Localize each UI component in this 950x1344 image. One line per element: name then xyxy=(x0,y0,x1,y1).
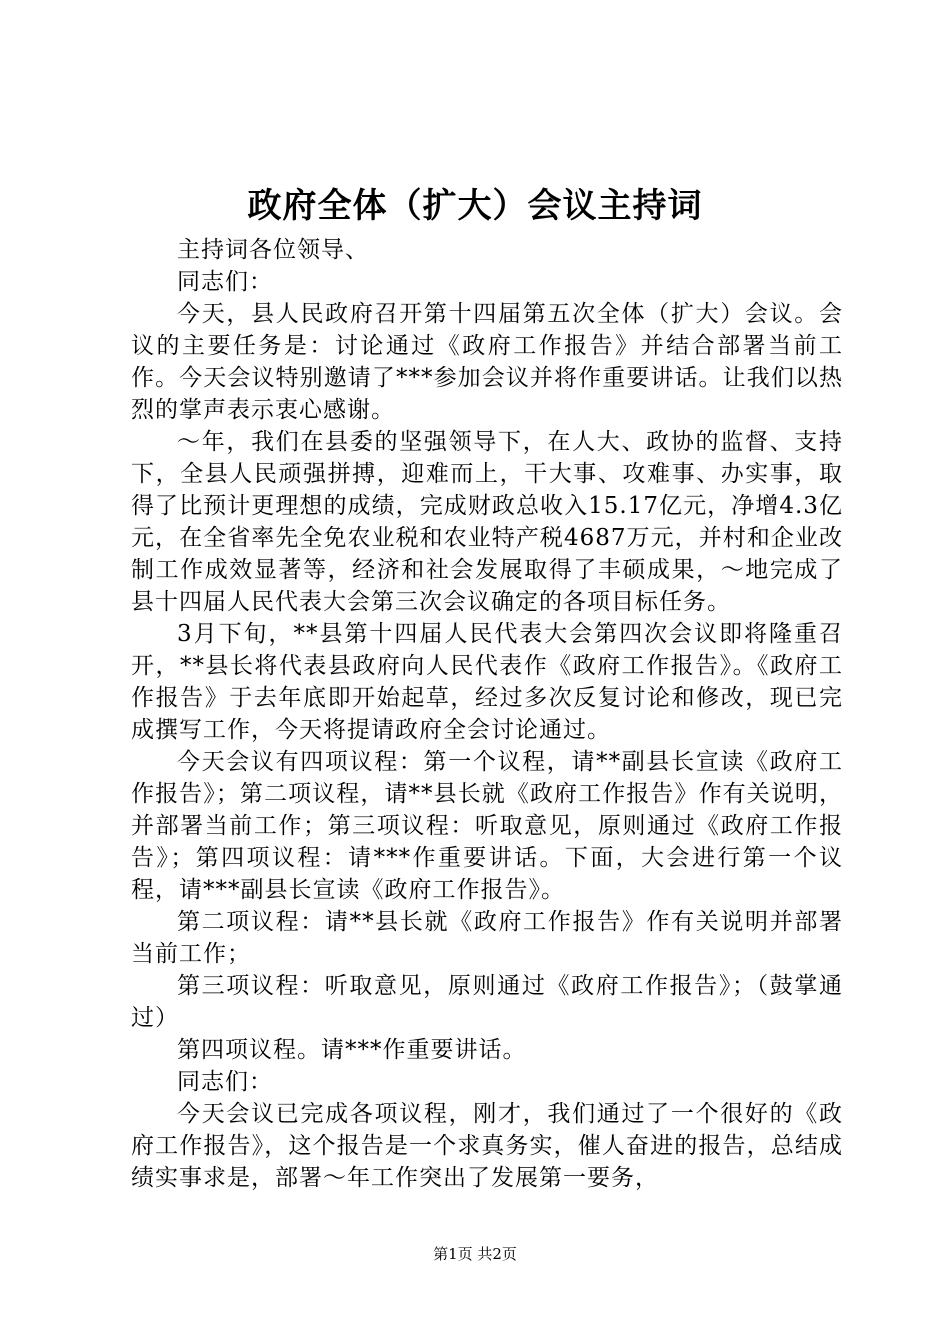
paragraph: 3月下旬，**县第十四届人民代表大会第四次会议即将隆重召开，**县长将代表县政府向人民代表作《政府工作报告》。《政府工作报告》于去年底即开始起草，经过多次反复讨论和修改，现已完成撰写工作，今天将提请政府全会讨论通过。 xyxy=(131,621,843,743)
paragraph: 第二项议程：请**县长就《政府工作报告》作有关说明并部署当前工作； xyxy=(131,909,843,967)
paragraph: 第四项议程。请***作重要讲话。 xyxy=(177,1037,527,1063)
document-body xyxy=(131,234,843,1194)
paragraph: ～年，我们在县委的坚强领导下，在人大、政协的监督、支持下，全县人民顽强拼搏，迎难而上，干大事、攻难事、办实事，取得了比预计更理想的成绩，完成财政总收入15.17亿元，净增4.3亿元，在全省率先全免农业税和农业特产税4687万元，并村和企业改制工作成效显著等，经济和社会发展取得了丰硕成果，～地完成了县十四届人民代表大会第三次会议确定的各项目标任务。 xyxy=(131,429,843,615)
paragraph: 今天，县人民政府召开第十四届第五次全体（扩大）会议。会议的主要任务是：讨论通过《政府工作报告》并结合部署当前工作。今天会议特别邀请了***参加会议并将作重要讲话。让我们以热烈的掌声表示衷心感谢。 xyxy=(131,301,843,423)
document-title: 政府全体（扩大）会议主持词 xyxy=(247,186,703,226)
paragraph: 第三项议程：听取意见，原则通过《政府工作报告》；（鼓掌通过） xyxy=(131,973,843,1031)
paragraph: 同志们： xyxy=(177,269,273,295)
paragraph: 今天会议已完成各项议程，刚才，我们通过了一个很好的《政府工作报告》，这个报告是一个求真务实，催人奋进的报告，总结成绩实事求是，部署～年工作突出了发展第一要务， xyxy=(131,1101,843,1191)
paragraph: 今天会议有四项议程：第一个议程，请**副县长宣读《政府工作报告》；第二项议程，请**县长就《政府工作报告》作有关说明，并部署当前工作；第三项议程：听取意见，原则通过《政府工作报告》；第四项议程：请***作重要讲话。下面，大会进行第一个议程，请***副县长宣读《政府工作报告》。 xyxy=(131,749,843,903)
paragraph: 主持词各位领导、 xyxy=(177,237,369,263)
paragraph: 同志们： xyxy=(177,1069,273,1095)
page-footer: 第1页 共2页 xyxy=(433,1245,517,1263)
